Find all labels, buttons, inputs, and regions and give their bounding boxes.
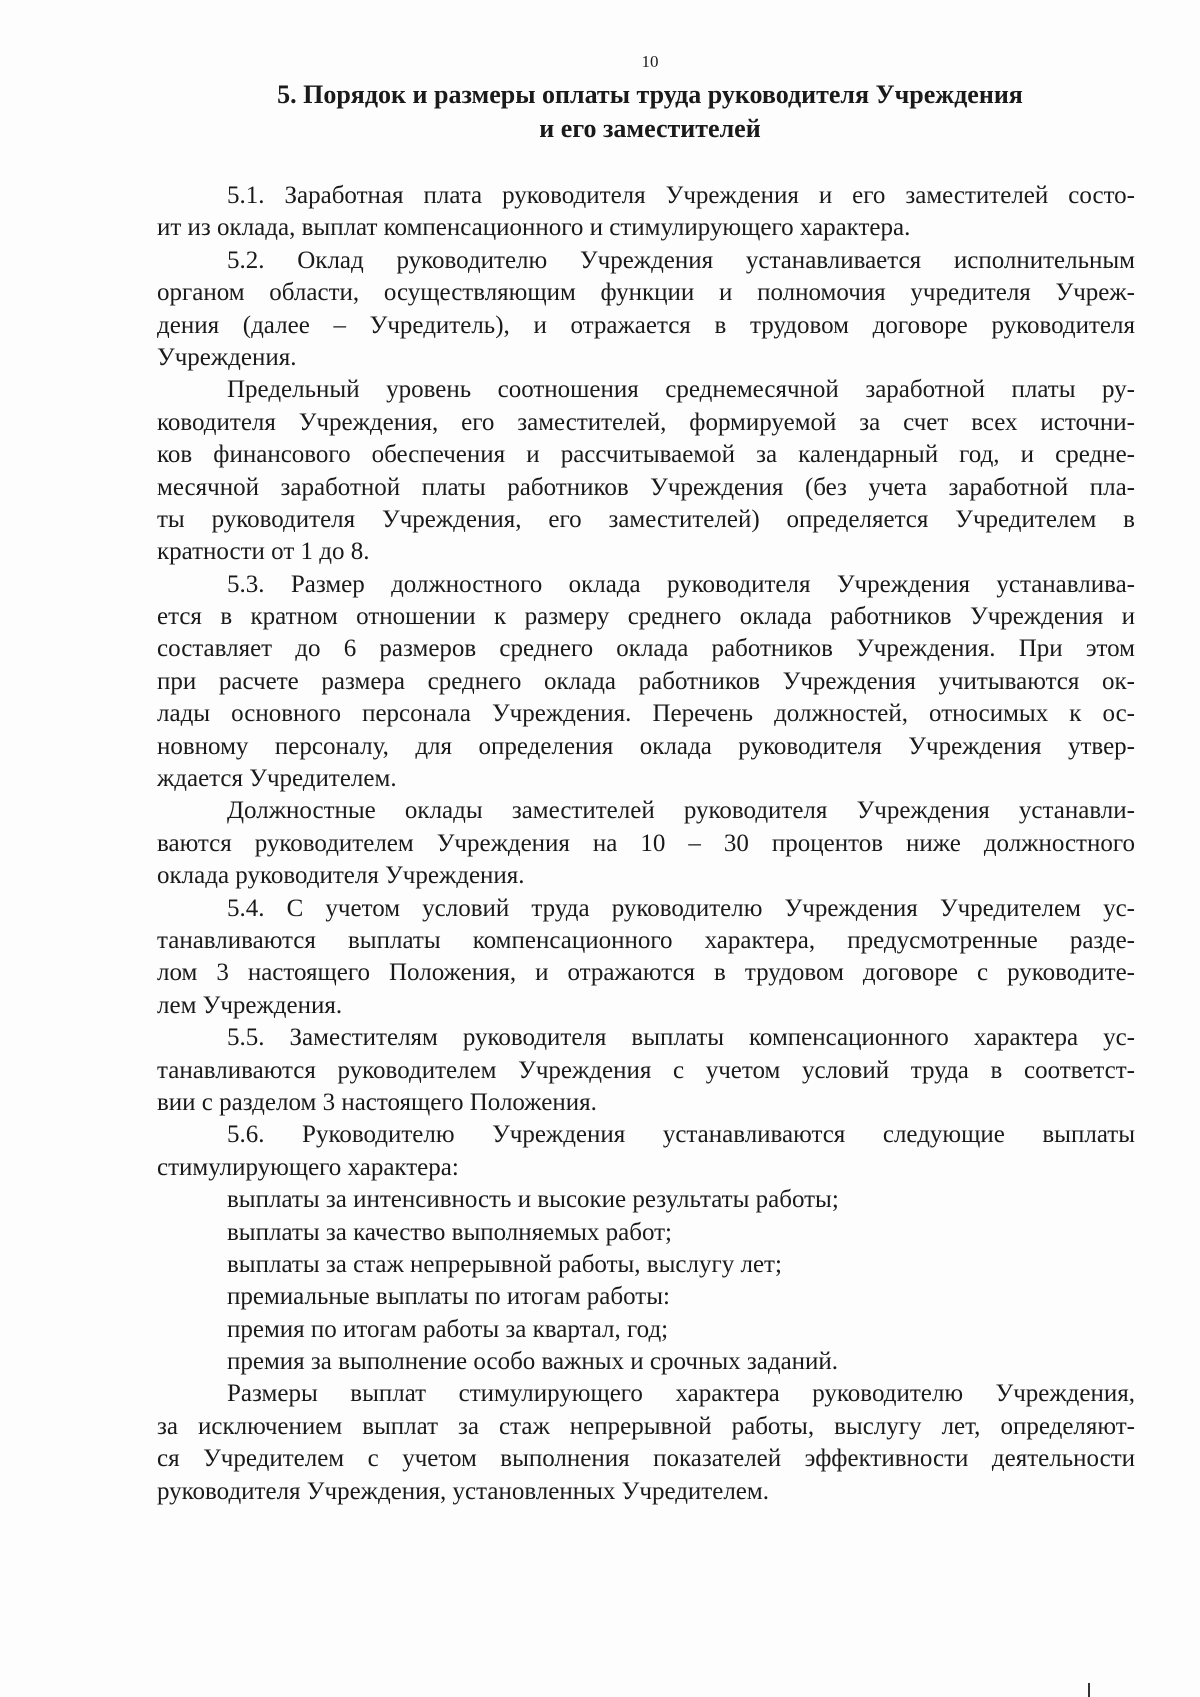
text-line: танавливаются выплаты компенсационного характера, предусмотренные разде- [157,926,1135,954]
text-line: органом области, осуществляющим функции и полномочия учредителя Учреж- [157,279,1135,307]
text-line: кратности от 1 до 8. [157,538,370,566]
text-line: ководителя Учреждения, его заместителей, формируемой за счет всех источни- [157,408,1135,436]
text-line: за исключением выплат за стаж непрерывной работы, выслугу лет, определяют- [157,1412,1135,1440]
scan-margin-mark [1088,1683,1090,1697]
text-line: Учреждения. [157,343,297,371]
list-item: выплаты за стаж непрерывной работы, выслугу лет; [227,1250,782,1278]
text-line: месячной заработной платы работников Учреждения (без учета заработной пла- [157,473,1135,501]
text-line: дения (далее – Учредитель), и отражается в трудовом договоре руководителя [157,311,1135,339]
text-line: лом 3 настоящего Положения, и отражаются в трудовом договоре с руководите- [157,959,1135,987]
text-line: лем Учреждения. [157,991,343,1019]
list-item: премия по итогам работы за квартал, год; [227,1315,669,1343]
page-number: 10 [641,52,659,71]
text-line: лады основного персонала Учреждения. Перечень должностей, относимых к ос- [157,700,1135,728]
text-line: оклада руководителя Учреждения. [157,862,525,890]
text-line: ты руководителя Учреждения, его заместителей) определяется Учредителем в [157,505,1135,533]
text-line: новному персоналу, для определения оклада руководителя Учреждения утвер- [157,732,1135,760]
text-line: составляет до 6 размеров среднего оклада работников Учреждения. При этом [157,635,1135,663]
text-line: 5.3. Размер должностного оклада руководителя Учреждения устанавлива- [227,570,1135,598]
section-body [157,180,1135,1508]
list-item: выплаты за качество выполняемых работ; [227,1218,672,1246]
text-line: 5.4. С учетом условий труда руководителю Учреждения Учредителем ус- [227,894,1135,922]
text-line: ит из оклада, выплат компенсационного и стимулирующего характера. [157,214,911,242]
list-item: выплаты за интенсивность и высокие результаты работы; [227,1186,839,1214]
section-title-line-1: 5. Порядок и размеры оплаты труда руководителя Учреждения [277,80,1023,109]
text-line: 5.6. Руководителю Учреждения устанавливаются следующие выплаты [227,1121,1135,1149]
list-item: премиальные выплаты по итогам работы: [227,1283,670,1311]
text-line: 5.2. Оклад руководителю Учреждения устанавливается исполнительным [227,246,1135,274]
text-line: при расчете размера среднего оклада работников Учреждения учитываются ок- [157,667,1135,695]
text-line: ся Учредителем с учетом выполнения показателей эффективности деятельности [157,1445,1135,1473]
section-title-line-2: и его заместителей [539,114,761,143]
list-item: премия за выполнение особо важных и срочных заданий. [227,1348,839,1376]
text-line: ждается Учредителем. [157,765,397,793]
text-line: ется в кратном отношении к размеру среднего оклада работников Учреждения и [157,603,1135,631]
text-line: стимулирующего характера: [157,1153,459,1181]
text-line: Предельный уровень соотношения среднемесячной заработной платы ру- [227,376,1135,404]
text-line: 5.1. Заработная плата руководителя Учреждения и его заместителей состо- [227,182,1135,209]
text-line: Должностные оклады заместителей руководителя Учреждения устанавли- [227,797,1135,825]
section-title [200,78,1100,146]
text-line: ваются руководителем Учреждения на 10 – 30 процентов ниже должностного [157,829,1135,857]
text-line: Размеры выплат стимулирующего характера руководителю Учреждения, [227,1380,1135,1408]
text-line: танавливаются руководителем Учреждения с учетом условий труда в соответст- [157,1056,1135,1084]
text-line: 5.5. Заместителям руководителя выплаты компенсационного характера ус- [227,1024,1135,1052]
text-line: вии с разделом 3 настоящего Положения. [157,1088,597,1116]
text-line: ков финансового обеспечения и рассчитываемой за календарный год, и средне- [157,441,1135,469]
text-line: руководителя Учреждения, установленных Учредителем. [157,1477,769,1505]
